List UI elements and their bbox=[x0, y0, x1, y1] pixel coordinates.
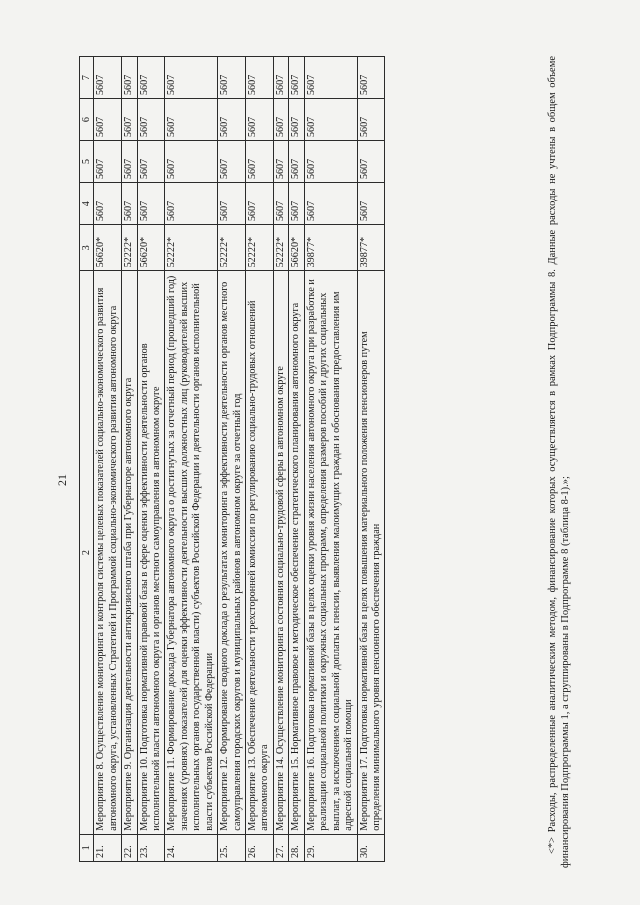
value-cell: 5607 bbox=[122, 99, 137, 141]
value-cell: 5607 bbox=[357, 183, 385, 225]
row-number: 23. bbox=[137, 834, 165, 861]
value-cell: 5607 bbox=[289, 57, 304, 99]
value-cell: 5607 bbox=[304, 99, 357, 141]
document-page bbox=[49, 32, 594, 868]
row-number: 30. bbox=[357, 834, 385, 861]
table-row bbox=[273, 57, 288, 862]
table-row bbox=[289, 57, 304, 862]
value-cell: 5607 bbox=[165, 57, 218, 99]
column-header: 3 bbox=[80, 225, 94, 271]
budget-code: 52222* bbox=[165, 225, 218, 271]
budget-code: 56620* bbox=[289, 225, 304, 271]
activity-name: Мероприятие 17. Подготовка нормативной базы в целях повышения материального положения пенсионеров путем определения минимального уровня пенсионного обеспечения граждан bbox=[357, 271, 385, 834]
budget-code: 39877* bbox=[304, 225, 357, 271]
value-cell: 5607 bbox=[218, 141, 246, 183]
value-cell: 5607 bbox=[122, 57, 137, 99]
activity-name: Мероприятие 10. Подготовка нормативной правовой базы в сфере оценки эффективности деятельности органов исполнительной власти автономного округа и органов местного самоуправления в автономном округе bbox=[137, 271, 165, 834]
activity-name: Мероприятие 11. Формирование доклада Губернатора автономного округа о достигнутых за отчетный период (прошедший год) значениях (уровнях) показателей для оценки эффективности деятельности высших должностных лиц (руководителей высших исполнительных органов государственной власти) субъектов Российской Федерации и деятельности органов исполнительной власти субъектов Российской Федерации bbox=[165, 271, 218, 834]
value-cell: 5607 bbox=[165, 183, 218, 225]
value-cell: 5607 bbox=[94, 183, 122, 225]
budget-code: 39877* bbox=[357, 225, 385, 271]
column-header: 2 bbox=[80, 271, 94, 834]
table-row bbox=[357, 57, 385, 862]
value-cell: 5607 bbox=[289, 99, 304, 141]
value-cell: 5607 bbox=[137, 57, 165, 99]
value-cell: 5607 bbox=[357, 99, 385, 141]
column-header: 1 bbox=[80, 834, 94, 861]
value-cell: 5607 bbox=[94, 141, 122, 183]
table-row bbox=[246, 57, 274, 862]
value-cell: 5607 bbox=[246, 183, 274, 225]
value-cell: 5607 bbox=[357, 141, 385, 183]
table-row bbox=[165, 57, 218, 862]
table-body bbox=[94, 57, 385, 862]
value-cell: 5607 bbox=[246, 141, 274, 183]
activity-name: Мероприятие 9. Организация деятельности антикризисного штаба при Губернаторе автономного округа bbox=[122, 271, 137, 834]
value-cell: 5607 bbox=[218, 99, 246, 141]
value-cell: 5607 bbox=[246, 57, 274, 99]
value-cell: 5607 bbox=[137, 99, 165, 141]
row-number: 24. bbox=[165, 834, 218, 861]
value-cell: 5607 bbox=[304, 57, 357, 99]
row-number: 29. bbox=[304, 834, 357, 861]
table-row bbox=[137, 57, 165, 862]
budget-code: 56620* bbox=[137, 225, 165, 271]
value-cell: 5607 bbox=[289, 141, 304, 183]
value-cell: 5607 bbox=[289, 183, 304, 225]
value-cell: 5607 bbox=[122, 183, 137, 225]
row-number: 21. bbox=[94, 834, 122, 861]
value-cell: 5607 bbox=[273, 99, 288, 141]
table-row bbox=[94, 57, 122, 862]
value-cell: 5607 bbox=[137, 141, 165, 183]
row-number: 25. bbox=[218, 834, 246, 861]
activity-name: Мероприятие 8. Осуществление мониторинга и контроля системы целевых показателей социально-экономического развития автономного округа, установленных Стратегией и Программой социально-экономического развития автономного округа bbox=[94, 271, 122, 834]
financing-table bbox=[79, 56, 385, 862]
value-cell: 5607 bbox=[273, 141, 288, 183]
value-cell: 5607 bbox=[218, 183, 246, 225]
value-cell: 5607 bbox=[273, 57, 288, 99]
row-number: 28. bbox=[289, 834, 304, 861]
row-number: 27. bbox=[273, 834, 288, 861]
table-row bbox=[304, 57, 357, 862]
budget-code: 52222* bbox=[273, 225, 288, 271]
budget-code: 52222* bbox=[246, 225, 274, 271]
table-row bbox=[218, 57, 246, 862]
table-header-row bbox=[80, 57, 94, 862]
footnote: <*> Расходы, распределенные аналитическим методом, финансирование которых осуществляется в рамках Подпрограммы 8. Данные расходы не учтены в общем объеме финансирования Подпрограммы 1, а сгруппированы в Подпрограмме 8 (таблица 8-1).»; bbox=[547, 56, 572, 868]
activity-name: Мероприятие 15. Нормативное правовое и методическое обеспечение стратегического планирования автономного округа bbox=[289, 271, 304, 834]
budget-code: 52222* bbox=[122, 225, 137, 271]
value-cell: 5607 bbox=[218, 57, 246, 99]
table-row bbox=[122, 57, 137, 862]
value-cell: 5607 bbox=[304, 141, 357, 183]
value-cell: 5607 bbox=[165, 141, 218, 183]
value-cell: 5607 bbox=[246, 99, 274, 141]
value-cell: 5607 bbox=[137, 183, 165, 225]
page-number: 21 bbox=[55, 474, 69, 486]
budget-code: 52222* bbox=[218, 225, 246, 271]
value-cell: 5607 bbox=[94, 99, 122, 141]
row-number: 26. bbox=[246, 834, 274, 861]
column-header: 5 bbox=[80, 141, 94, 183]
column-header: 4 bbox=[80, 183, 94, 225]
budget-code: 56620* bbox=[94, 225, 122, 271]
activity-name: Мероприятие 12. Формирование сводного доклада о результатах мониторинга эффективности деятельности органов местного самоуправления городских округов и муниципальных районов в автономном округе за отчетный год bbox=[218, 271, 246, 834]
value-cell: 5607 bbox=[357, 57, 385, 99]
row-number: 22. bbox=[122, 834, 137, 861]
column-header: 6 bbox=[80, 99, 94, 141]
activity-name: Мероприятие 16. Подготовка нормативной базы в целях оценки уровня жизни населения автономного округа при разработке и реализации социальной политики и окружных социальных программ, определения размеров пособий и других социальных выплат, за исключением социальной доплаты к пенсии, выявления малоимущих граждан и обоснования предоставления им адресной социальной помощи bbox=[304, 271, 357, 834]
value-cell: 5607 bbox=[273, 183, 288, 225]
value-cell: 5607 bbox=[165, 99, 218, 141]
value-cell: 5607 bbox=[122, 141, 137, 183]
activity-name: Мероприятие 14. Осуществление мониторинга состояния социально-трудовой сферы в автономном округе bbox=[273, 271, 288, 834]
value-cell: 5607 bbox=[304, 183, 357, 225]
value-cell: 5607 bbox=[94, 57, 122, 99]
activity-name: Мероприятие 13. Обеспечение деятельности трехсторонней комиссии по регулированию социально-трудовых отношений автономного округа bbox=[246, 271, 274, 834]
column-header: 7 bbox=[80, 57, 94, 99]
